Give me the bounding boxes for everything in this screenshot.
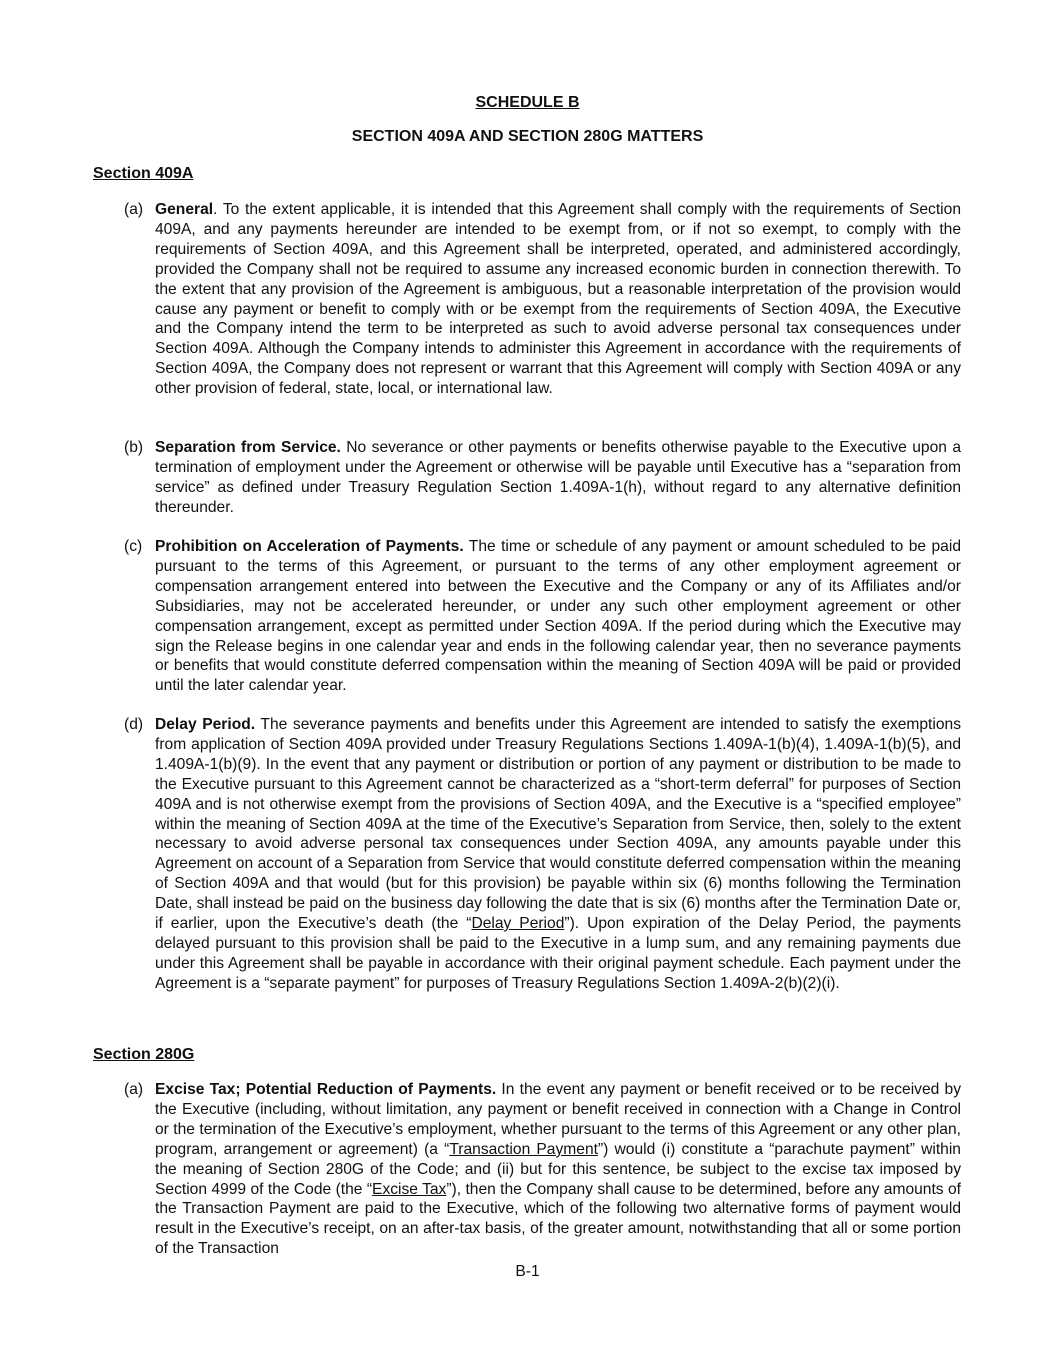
- section-280g-heading: Section 280G: [93, 1046, 195, 1063]
- item-text: In the event any payment or benefit received or to be received by the Executive (including, without limitation, any payment or benefit received in connection with a Change in Control or the termination of the Executive’s employment, whether pursuant to the terms of this Agreement or any other plan, program, arrangement or agreement) (a “: [155, 1081, 961, 1158]
- defined-term-excise-tax: Excise Tax: [372, 1180, 447, 1198]
- section-409a-item-c: [124, 537, 961, 696]
- item-text: ”), then the Company shall cause to be determined, before any amounts of the Transaction Payment are paid to the Executive, which of the following two alternative forms of payment would result in the Executive’s receipt, on an after-tax basis, of the greater amount, notwithstanding that all or some portion of the Transaction: [155, 1180, 961, 1258]
- page-number: B-1: [515, 1263, 540, 1280]
- item-body: [155, 438, 961, 518]
- item-text: . To the extent applicable, it is intended that this Agreement shall comply with the requirements of Section 409A, and any payments hereunder are intended to be exempt from, or if not so exempt, to comply with the requirements of Section 409A, and this Agreement shall be interpreted, operated, and administered accordingly, provided the Company shall not be required to assume any increased economic burden in connection therewith. To the extent that any provision of the Agreement is ambiguous, but a reasonable interpretation of the provision would cause any payment or benefit to comply with or be exempt from the requirements of Section 409A, the Executive and the Company intend the term to be interpreted as such to avoid adverse personal tax consequences under Section 409A. Although the Company intends to administer this Agreement in accordance with the requirements of Section 409A, the Company does not represent or warrant that this Agreement will comply with Section 409A or any other provision of federal, state, local, or international law.: [155, 201, 961, 398]
- item-heading: Excise Tax; Potential Reduction of Payments.: [155, 1081, 497, 1098]
- section-409a-heading: Section 409A: [93, 165, 194, 182]
- section-409a-item-a: [124, 200, 961, 399]
- item-label: (d): [124, 716, 144, 733]
- item-heading: Separation from Service.: [155, 439, 341, 456]
- item-label: (c): [124, 538, 143, 555]
- defined-term-transaction-payment: Transaction Payment: [449, 1140, 598, 1158]
- schedule-title: SCHEDULE B: [475, 94, 580, 111]
- item-text: The severance payments and benefits under this Agreement are intended to satisfy the exemptions from application of Section 409A provided under Treasury Regulations Sections 1.409A-1(b)(4), 1.409A-1(b)(5), and 1.409A-1(b)(9). In the event that any payment or distribution or portion of any payment or distribution to be made to the Executive pursuant to this Agreement cannot be characterized as a “short-term deferral” for purposes of Section 409A and is not otherwise exempt from the provisions of Section 409A, and the Executive is a “specified employee” within the meaning of Section 409A at the time of the Executive’s Separation from Service, then, solely to the extent necessary to avoid adverse personal tax consequences under Section 409A, any amounts payable under this Agreement on account of a Separation from Service that would constitute deferred compensation within the meaning of Section 409A and that would (but for this provision) be payable within six (6) months following the Termination Date, shall instead be paid on the business day following the date that is six (6) months after the Termination Date or, if earlier, upon the Executive’s death (the “: [155, 716, 961, 933]
- item-text: ”) would (i) constitute a “parachute payment” within the meaning of Section 280G of the Code; and (ii) but for this sentence, be subject to the excise tax imposed by Section 4999 of the Code (the “: [155, 1140, 961, 1198]
- section-409a-item-b: [124, 438, 961, 518]
- item-label: (a): [124, 1081, 144, 1098]
- item-text: The time or schedule of any payment or amount scheduled to be paid pursuant to the terms of this Agreement, or pursuant to the terms of any other employment agreement or compensation arrangement entered into between the Executive and the Company or any of its Affiliates and/or Subsidiaries, may not be accelerated hereunder, or under any such other employment agreement or other compensation arrangement, except as permitted under Section 409A. If the period during which the Executive may sign the Release begins in one calendar year and ends in the following calendar year, then no severance payments or benefits that would constitute deferred compensation within the meaning of Section 409A will be paid or provided until the later calendar year.: [155, 538, 961, 695]
- section-409a-item-d: [124, 715, 961, 994]
- item-text: ”). Upon expiration of the Delay Period, the payments delayed pursuant to this provision shall be paid to the Executive in a lump sum, and any remaining payments due under this Agreement shall be payable in accordance with their original payment schedule. Each payment under the Agreement is a “separate payment” for purposes of Treasury Regulations Section 1.409A-2(b)(2)(i).: [155, 915, 962, 992]
- item-heading: General: [155, 201, 214, 218]
- item-heading: Delay Period.: [155, 716, 256, 733]
- item-label: (b): [124, 439, 144, 456]
- item-body: [155, 715, 961, 994]
- item-heading: Prohibition on Acceleration of Payments.: [155, 538, 464, 555]
- schedule-subtitle: SECTION 409A AND SECTION 280G MATTERS: [351, 128, 704, 145]
- defined-term-delay-period: Delay Period: [471, 915, 565, 933]
- item-body: [155, 200, 961, 399]
- item-label: (a): [124, 201, 144, 218]
- item-text: No severance or other payments or benefits otherwise payable to the Executive upon a termination of employment under the Agreement or otherwise will be payable until Executive has a “separation from service” as defined under Treasury Regulation Section 1.409A-1(h), without regard to any alternative definition thereunder.: [155, 439, 961, 516]
- item-body: [155, 537, 961, 696]
- section-280g-item-a: [124, 1080, 961, 1259]
- item-body: [155, 1080, 961, 1259]
